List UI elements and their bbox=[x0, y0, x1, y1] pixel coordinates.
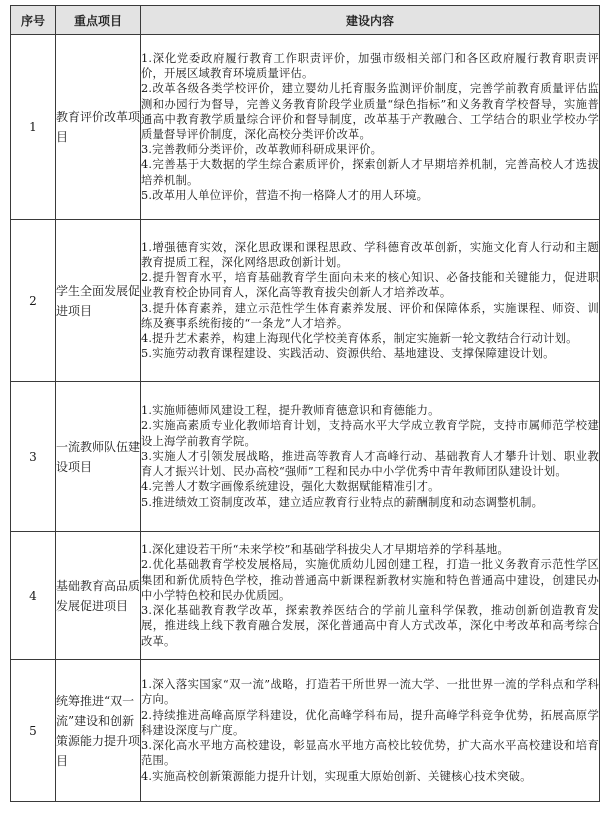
row-index: 2 bbox=[11, 220, 56, 382]
content-item: 2.改革各级各类学校评价，建立婴幼儿托育服务监测评价制度，完善学前教育质量评估监测和办园行为督导，完善义务教育阶段学业质量“绿色指标”和义务教育学校督导，实施普通高中教育教学质量综合评价和督导制度，改革基于产教融合、工学结合的职业学校办学质量督导评价制度，深化高校分类评价改革。 bbox=[141, 82, 599, 141]
row-content bbox=[141, 532, 600, 660]
content-item: 2.优化基础教育学校发展格局，实施优质幼儿园创建工程，打造一批义务教育示范性学区集团和新优质特色学校，推动普通高中新课程新教材实施和特色普通高中建设，创建民办中小学特色校和民办优质园。 bbox=[141, 558, 599, 602]
row-index: 5 bbox=[11, 660, 56, 802]
content-item: 3.实施人才引领发展战略，推进高等教育人才高峰行动、基础教育人才攀升计划、职业教育人才振兴计划、民办高校“强师”工程和民办中小学优秀中青年教师团队建设计划。 bbox=[141, 449, 599, 479]
table-row bbox=[11, 35, 600, 220]
header-content: 建设内容 bbox=[141, 6, 600, 35]
row-index: 1 bbox=[11, 35, 56, 220]
row-project: 一流教师队伍建设项目 bbox=[56, 439, 141, 474]
table-row bbox=[11, 382, 600, 532]
table-header-row bbox=[11, 6, 600, 35]
content-item: 4.完善人才数字画像系统建设，强化大数据赋能精准引才。 bbox=[141, 480, 440, 494]
table-row bbox=[11, 660, 600, 802]
content-item: 4.完善基于大数据的学生综合素质评价，探索创新人才早期培养机制，完善高校人才选拔培养机制。 bbox=[141, 158, 599, 187]
content-item: 1.深入落实国家“双一流”战略，打造若干所世界一流大学、一批世界一流的学科点和学科方向。 bbox=[141, 678, 599, 707]
row-content bbox=[141, 220, 600, 382]
content-item: 1.深化党委政府履行教育工作职责评价，加强市级相关部门和各区政府履行教育职责评价，开展区域教育环境质量评估。 bbox=[141, 51, 599, 81]
row-index: 4 bbox=[11, 532, 56, 660]
content-item: 1.增强德育实效，深化思政课和课程思政、学科德育改革创新，实施文化育人行动和主题教育提质工程，深化网络思政创新计划。 bbox=[141, 240, 599, 269]
row-content bbox=[141, 35, 600, 220]
content-item: 2.实施高素质专业化教师培育计划，支持高水平大学成立教育学院，支持市属师范学校建设上海学前教育学院。 bbox=[141, 419, 599, 448]
content-item: 3.深化基础教育教学改革，探索教养医结合的学前儿童科学保教，推动创新创造教育发展，推进线上线下教育融合发展，深化普通高中育人方式改革，深化中考改革和高考综合改革。 bbox=[141, 604, 599, 648]
content-item: 1.深化建设若干所“未来学校”和基础学科拔尖人才早期培养的学科基地。 bbox=[141, 543, 510, 557]
row-project: 教育评价改革项目 bbox=[56, 110, 141, 144]
header-project: 重点项目 bbox=[56, 6, 141, 35]
row-project: 统筹推进“双一流”建设和创新策源能力提升项目 bbox=[56, 693, 141, 768]
content-item: 3.深化高水平地方高校建设，彰显高水平地方高校比较优势，扩大高水平高校建设和培育范围。 bbox=[141, 739, 599, 768]
row-content bbox=[141, 382, 600, 532]
table-row bbox=[11, 220, 600, 382]
content-item: 4.实施高校创新策源能力提升计划，实现重大原始创新、关键核心技术突破。 bbox=[141, 769, 532, 783]
row-project: 基础教育高品质发展促进项目 bbox=[56, 578, 141, 613]
content-item: 5.改革用人单位评价，营造不拘一格降人才的用人环境。 bbox=[141, 188, 429, 202]
content-item: 4.提升艺术素养，构建上海现代化学校美育体系，制定实施新一轮文教结合行动计划。 bbox=[141, 331, 578, 345]
header-index: 序号 bbox=[11, 6, 56, 35]
content-item: 5.实施劳动教育课程建设、实践活动、资源供给、基地建设、支撑保障建设计划。 bbox=[141, 347, 555, 361]
content-item: 2.持续推进高峰高原学科建设，优化高峰学科布局，提升高峰学科竞争优势，拓展高原学科建设深度与广度。 bbox=[141, 708, 599, 737]
row-content bbox=[141, 660, 600, 802]
content-item: 3.完善教师分类评价，改革教师科研成果评价。 bbox=[141, 143, 383, 157]
row-index: 3 bbox=[11, 382, 56, 532]
row-project: 学生全面发展促进项目 bbox=[56, 283, 141, 318]
content-item: 5.推进绩效工资制度改革，建立适应教育行业特点的薪酬制度和动态调整机制。 bbox=[141, 495, 544, 509]
content-item: 1.实施师德师风建设工程，提升教师育德意识和育德能力。 bbox=[141, 404, 440, 418]
content-item: 3.提升体育素养，建立示范性学生体育素养发展、评价和保障体系，实施课程、师资、训练及赛事系统衔接的“一条龙”人才培养。 bbox=[141, 301, 599, 330]
content-item: 2.提升智育水平，培育基础教育学生面向未来的核心知识、必备技能和关键能力，促进职业教育校企协同育人，深化高等教育拔尖创新人才培养改革。 bbox=[141, 271, 599, 300]
table-row bbox=[11, 532, 600, 660]
construction-content-table bbox=[10, 5, 600, 802]
